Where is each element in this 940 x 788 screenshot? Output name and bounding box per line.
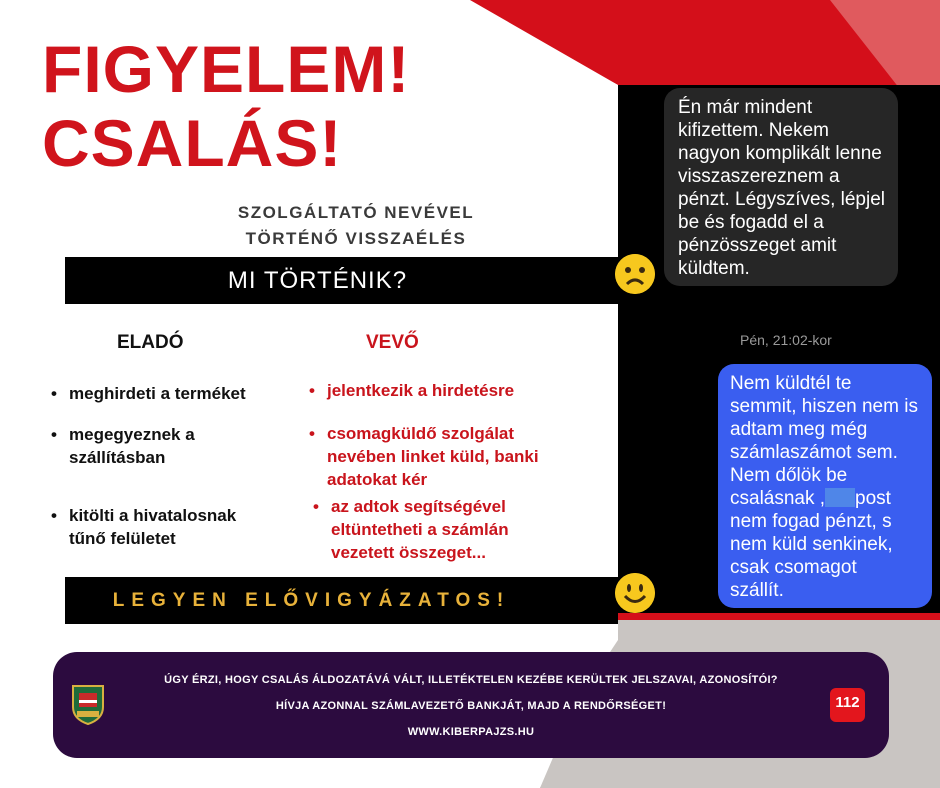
- bullet-icon: •: [51, 384, 57, 403]
- buyer-item: [309, 379, 515, 402]
- bullet-icon: •: [309, 381, 315, 400]
- warning-text: LEGYEN ELŐVIGYÁZATOS!: [112, 590, 511, 611]
- headline-line-2: CSALÁS!: [42, 106, 343, 180]
- message-line: nagyon komplikált lenne: [678, 143, 882, 164]
- message-line: be és fogadd el a: [678, 212, 824, 233]
- buyer-item-text: jelentkezik a hirdetésre: [327, 381, 515, 400]
- warning-band: [65, 577, 618, 624]
- website-link[interactable]: WWW.KIBERPAJZS.HU: [407, 726, 535, 738]
- subtitle-line-2: TÖRTÉNŐ VISSZAÉLÉS: [245, 229, 467, 248]
- message-line: semmit, hiszen nem is: [730, 396, 918, 417]
- seller-item-text: tűnő felületet: [69, 529, 176, 548]
- seller-item-text: szállításban: [69, 448, 166, 467]
- message-line: nem küld senkinek,: [730, 534, 893, 555]
- message-line: nem fogad pénzt, s: [730, 511, 892, 532]
- message-line: Én már mindent: [678, 97, 813, 118]
- message-line: kifizettem. Nekem: [678, 120, 829, 141]
- info-line-1: ÚGY ÉRZI, HOGY CSALÁS ÁLDOZATÁVÁ VÁLT, ILLETÉKTELEN KEZÉBE KERÜLTEK JELSZAVAI, AZONOSÍTÓI?: [164, 674, 778, 686]
- message-line: szállít.: [730, 580, 784, 601]
- section-header: MI TÖRTÉNIK?: [227, 267, 408, 294]
- emergency-112-logo: 112: [830, 688, 865, 722]
- seller-item: [51, 504, 237, 550]
- buyer-item-text: csomagküldő szolgálat: [327, 424, 515, 443]
- smiling-face-icon: [615, 573, 655, 613]
- headline-line-1: FIGYELEM!: [42, 32, 411, 106]
- redacted-name-block: [825, 488, 855, 507]
- message-line: adtam meg még: [730, 419, 868, 440]
- message-line: Nem küldtél te: [730, 373, 852, 394]
- message-line: pénzösszeget amit: [678, 235, 837, 256]
- message-timestamp: Pén, 21:02-kor: [740, 332, 832, 348]
- message-line: számlaszámot sem.: [730, 442, 898, 463]
- seller-item-text: kitölti a hivatalosnak: [69, 506, 237, 525]
- seller-column-title: ELADÓ: [117, 332, 184, 353]
- message-line: pénzt. Légyszíves, lépjel: [678, 189, 886, 210]
- subtitle-line-1: SZOLGÁLTATÓ NEVÉVEL: [237, 203, 475, 222]
- message-line: [730, 487, 932, 510]
- buyer-item-text: vezetett összeget...: [331, 543, 486, 562]
- buyer-item: [313, 495, 509, 564]
- info-bar: [53, 652, 889, 758]
- section-header-band: [65, 257, 618, 304]
- buyer-column-title: VEVŐ: [366, 332, 419, 353]
- incoming-message-bubble: [664, 88, 898, 286]
- sad-face-icon: [615, 254, 655, 294]
- bullet-icon: •: [309, 424, 315, 443]
- info-line-2: HÍVJA AZONNAL SZÁMLAVEZETŐ BANKJÁT, MAJD A RENDŐRSÉGET!: [275, 700, 667, 712]
- seller-item-text: meghirdeti a terméket: [69, 384, 246, 403]
- buyer-item-text: az adtok segítségével: [331, 497, 506, 516]
- message-line: küldtem.: [678, 258, 750, 279]
- buyer-item-text: adatokat kér: [327, 470, 428, 489]
- seller-item: [51, 423, 195, 469]
- message-line: visszaszereznem a: [678, 166, 840, 187]
- message-fragment: post: [855, 488, 891, 509]
- buyer-item-text: nevében linket küld, banki: [327, 447, 539, 466]
- seller-item-text: megegyeznek a: [69, 425, 195, 444]
- message-fragment: csalásnak ,: [730, 488, 826, 509]
- bullet-icon: •: [51, 425, 57, 444]
- outgoing-message-bubble: [718, 364, 932, 608]
- bullet-icon: •: [313, 497, 319, 516]
- seller-item: [51, 382, 246, 405]
- buyer-item: [309, 422, 539, 491]
- buyer-item-text: eltüntetheti a számlán: [331, 520, 509, 539]
- subtitle: [212, 200, 500, 252]
- message-line: csak csomagot: [730, 557, 857, 578]
- bullet-icon: •: [51, 506, 57, 525]
- message-line: Nem dőlök be: [730, 465, 848, 486]
